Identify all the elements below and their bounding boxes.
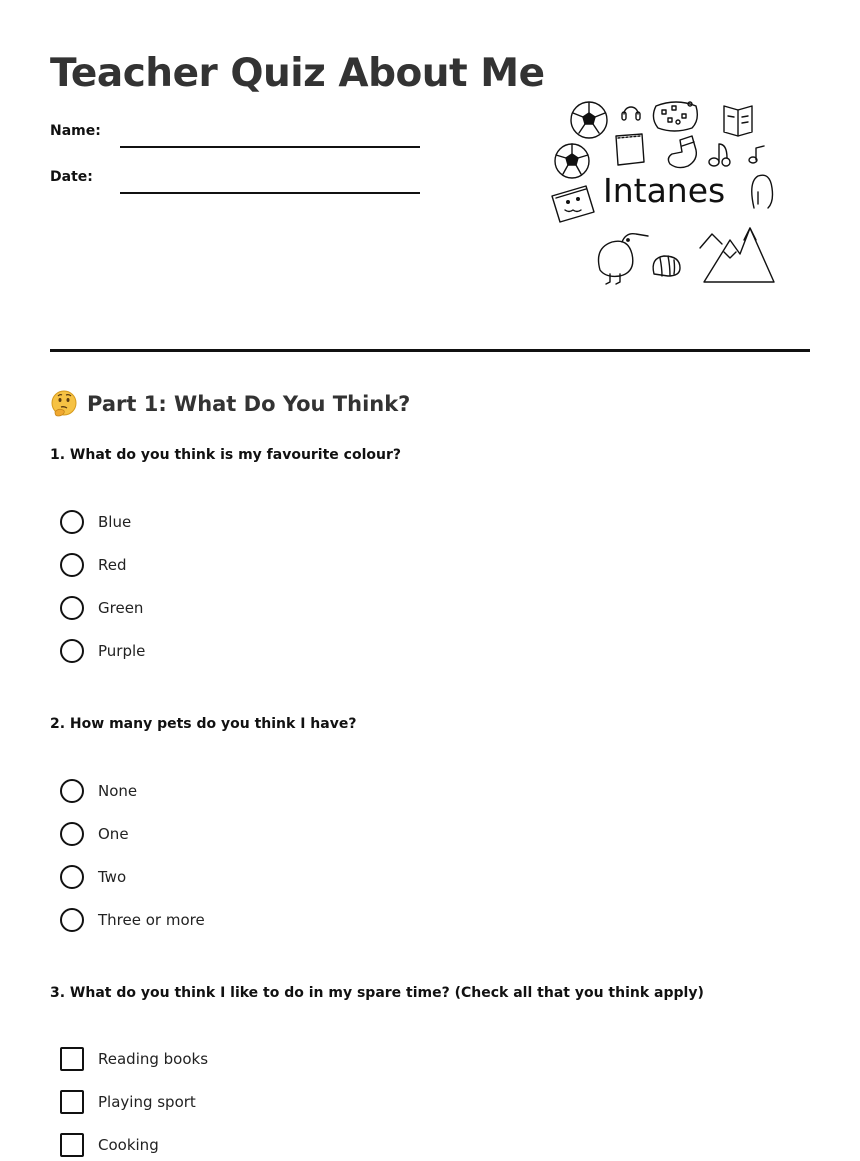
q1-option-purple[interactable] bbox=[60, 639, 145, 663]
name-label: Name: bbox=[50, 123, 101, 139]
q2-option-two[interactable] bbox=[60, 865, 126, 889]
radio-button[interactable] bbox=[60, 865, 84, 889]
radio-button[interactable] bbox=[60, 908, 84, 932]
date-label: Date: bbox=[50, 169, 93, 185]
question-2: 2. How many pets do you think I have? bbox=[50, 716, 357, 732]
question-1: 1. What do you think is my favourite colour? bbox=[50, 447, 401, 463]
interests-illustration bbox=[548, 92, 780, 288]
hook-icon bbox=[752, 175, 773, 208]
option-label: Playing sport bbox=[98, 1093, 196, 1111]
part1-title bbox=[50, 388, 410, 420]
option-label: Green bbox=[98, 599, 144, 617]
option-label: None bbox=[98, 782, 138, 800]
radio-button[interactable] bbox=[60, 639, 84, 663]
radio-button[interactable] bbox=[60, 596, 84, 620]
thinking-face-icon bbox=[50, 390, 78, 418]
option-label: Two bbox=[98, 868, 127, 886]
radio-button[interactable] bbox=[60, 779, 84, 803]
radio-button[interactable] bbox=[60, 822, 84, 846]
mountains-icon bbox=[700, 228, 774, 282]
q1-option-green[interactable] bbox=[60, 596, 143, 620]
q1-option-blue[interactable] bbox=[60, 510, 131, 534]
date-input-line[interactable] bbox=[120, 192, 420, 194]
option-label: Three or more bbox=[98, 911, 205, 929]
soccer-ball-icon bbox=[571, 102, 607, 138]
q2-option-one[interactable] bbox=[60, 822, 129, 846]
q3-option-playing-sport[interactable] bbox=[60, 1090, 196, 1114]
section-divider bbox=[50, 349, 810, 352]
kiwi-bird-icon bbox=[599, 234, 649, 284]
q3-option-cooking[interactable] bbox=[60, 1133, 159, 1157]
option-label: One bbox=[98, 825, 129, 843]
headphones-icon bbox=[622, 107, 640, 120]
interests-word: Intanes bbox=[603, 171, 726, 210]
q2-option-three-or-more[interactable] bbox=[60, 908, 205, 932]
option-label: Cooking bbox=[98, 1136, 159, 1154]
option-label: Purple bbox=[98, 642, 146, 660]
checkbox[interactable] bbox=[60, 1047, 84, 1071]
option-label: Blue bbox=[98, 513, 132, 531]
game-cartridge-icon bbox=[552, 186, 594, 222]
sock-icon bbox=[668, 136, 696, 168]
part1-title-text: Part 1: What Do You Think? bbox=[87, 392, 411, 416]
soccer-ball-icon bbox=[555, 144, 589, 178]
option-label: Reading books bbox=[98, 1050, 209, 1068]
book-icon bbox=[724, 106, 752, 136]
option-label: Red bbox=[98, 556, 127, 574]
notebook-icon bbox=[616, 134, 644, 165]
q2-option-none[interactable] bbox=[60, 779, 137, 803]
page-title: Teacher Quiz About Me bbox=[50, 51, 545, 96]
q3-option-reading-books[interactable] bbox=[60, 1047, 208, 1071]
name-input-line[interactable] bbox=[120, 146, 420, 148]
date-field bbox=[50, 168, 420, 196]
music-note-icon bbox=[709, 144, 764, 166]
game-board-icon bbox=[653, 102, 697, 131]
checkbox[interactable] bbox=[60, 1090, 84, 1114]
shell-icon bbox=[653, 256, 680, 276]
q1-option-red[interactable] bbox=[60, 553, 127, 577]
radio-button[interactable] bbox=[60, 553, 84, 577]
radio-button[interactable] bbox=[60, 510, 84, 534]
question-3: 3. What do you think I like to do in my spare time? (Check all that you think apply) bbox=[50, 985, 704, 1001]
checkbox[interactable] bbox=[60, 1133, 84, 1157]
name-field bbox=[50, 122, 420, 150]
